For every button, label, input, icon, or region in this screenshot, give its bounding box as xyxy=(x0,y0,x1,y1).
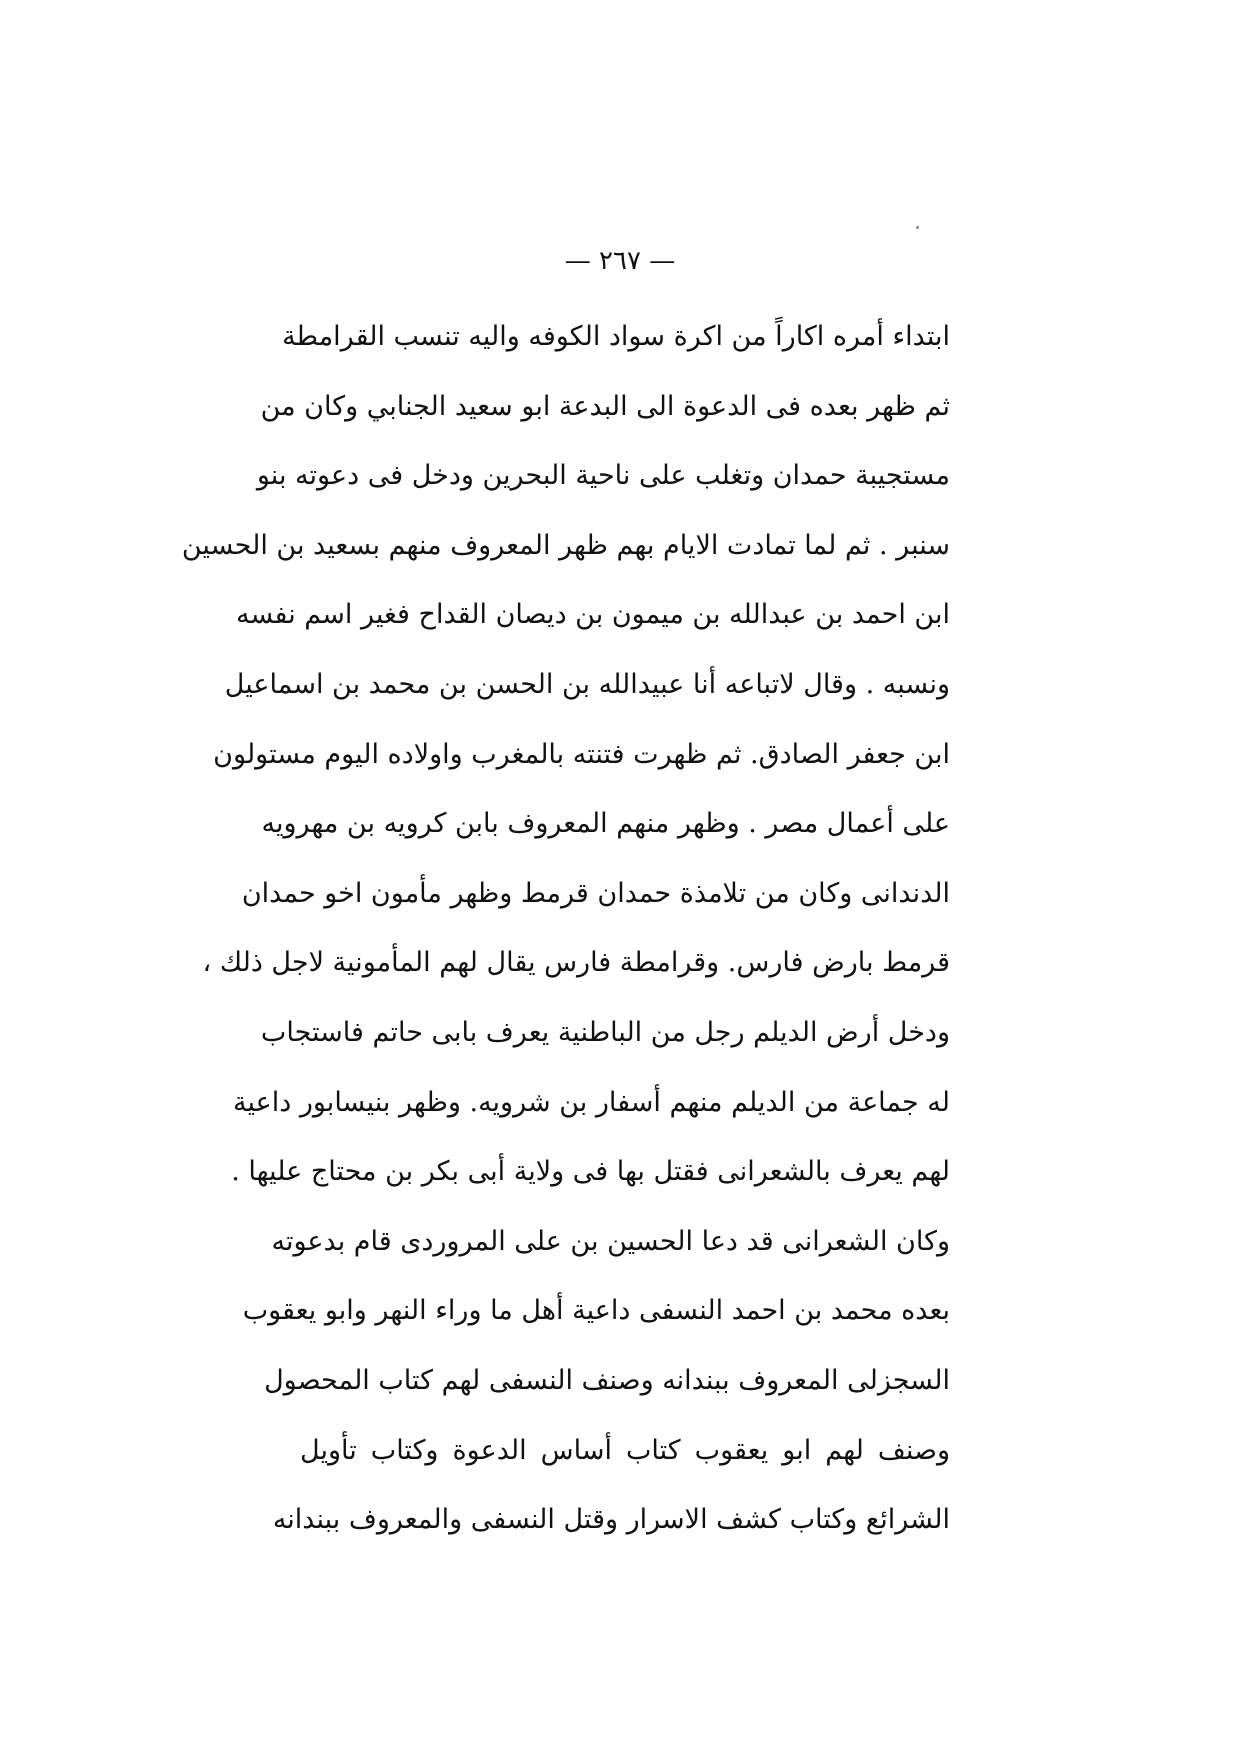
text-line: بعده محمد بن احمد النسفى داعية أهل ما وراء النهر وابو يعقوب xyxy=(242,1295,950,1327)
text-line: ثم ظهر بعده فى الدعوة الى البدعة ابو سعيد الجنابي وكان من xyxy=(260,390,950,422)
text-line: قرمط بارض فارس. وقرامطة فارس يقال لهم المأمونية لاجل ذلك ، xyxy=(202,947,950,979)
text-line: ابتداء أمره اكاراً من اكرة سواد الكوفه واليه تنسب القرامطة xyxy=(282,321,950,352)
text-line: ونسبه . وقال لاتباعه أنا عبيدالله بن الحسن بن محمد بن اسماعيل xyxy=(224,668,950,700)
text-line: الدندانى وكان من تلامذة حمدان قرمط وظهر مأمون اخو حمدان xyxy=(241,877,950,909)
page-number: — ٢٦٧ — xyxy=(564,246,676,276)
text-line: مستجيبة حمدان وتغلب على ناحية البحرين ودخل فى دعوته بنو xyxy=(256,460,950,492)
text-line: له جماعة من الديلم منهم أسفار بن شرويه. وظهر بنيسابور داعية xyxy=(232,1086,950,1118)
text-line: على أعمال مصر . وظهر منهم المعروف بابن كرويه بن مهرويه xyxy=(261,808,950,840)
text-line: ودخل أرض الديلم رجل من الباطنية يعرف بابى حاتم فاستجاب xyxy=(260,1016,950,1048)
scan-speck xyxy=(916,226,919,229)
text-line: وكان الشعرانى قد دعا الحسين بن على المروردى قام بدعوته xyxy=(271,1225,950,1257)
text-line: سنبر . ثم لما تمادت الايام بهم ظهر المعروف منهم بسعيد بن الحسين xyxy=(181,529,950,561)
text-line: ابن جعفر الصادق. ثم ظهرت فتنته بالمغرب واولاده اليوم مستولون xyxy=(213,738,950,770)
text-line: وصنف لهم ابو يعقوب كتاب أساس الدعوة وكتاب تأويل xyxy=(300,1434,950,1466)
text-line: السجزلى المعروف ببندانه وصنف النسفى لهم كتاب المحصول xyxy=(264,1364,950,1396)
text-line: ابن احمد بن عبدالله بن ميمون بن ديصان القداح فغير اسم نفسه xyxy=(235,599,950,631)
text-line: الشرائع وكتاب كشف الاسرار وقتل النسفى والمعروف ببندانه xyxy=(272,1504,950,1536)
text-line: لهم يعرف بالشعرانى فقتل بها فى ولاية أبى بكر بن محتاج عليها . xyxy=(231,1156,950,1188)
body-text xyxy=(181,302,950,1555)
